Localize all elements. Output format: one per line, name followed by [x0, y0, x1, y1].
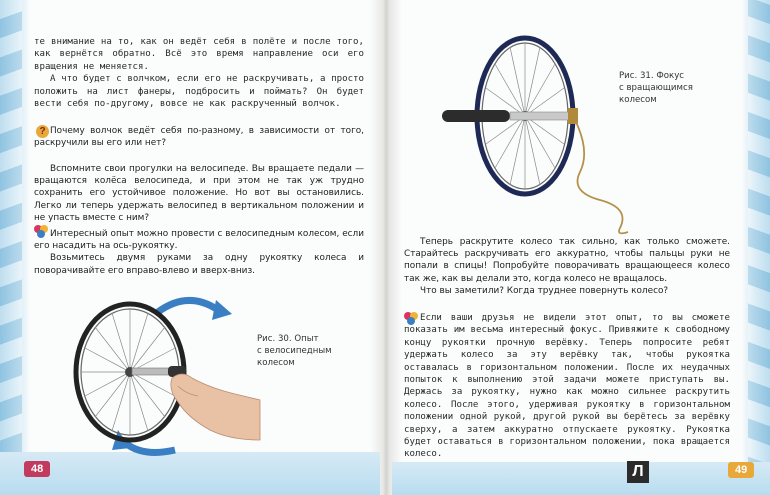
experiment-block	[34, 228, 364, 277]
paragraph-bicycle: Вспомните свои прогулки на велосипеде. Вы вращаете педали — вращаются колёса велосипеда, и при этом не так уж трудно сохранить его устойчивое положение. Но вот вы остановились. Легко ли теперь удержать велосипед в вертикальном положении и не упасть вместе с ним?	[34, 164, 364, 223]
axle-handle-icon	[442, 108, 578, 124]
right-decorative-edge	[748, 0, 770, 495]
fig30-caption-line-1: Рис. 30. Опыт	[257, 334, 319, 344]
fig31-caption-line-1: Рис. 31. Фокус	[619, 71, 685, 81]
fig30-caption-line-2: с велосипедным	[257, 346, 332, 356]
paragraph-experiment: Интересный опыт можно провести с велосипедным колесом, если его насадить на ось-рукоятку.	[34, 229, 364, 252]
fig30-caption-line-3: колесом	[257, 358, 295, 368]
rotation-arrow-top-icon	[158, 300, 232, 320]
question-icon: ?	[36, 125, 49, 138]
paragraph-what-noticed: Что вы заметили? Когда труднее повернуть колесо?	[420, 285, 669, 296]
figure-31-caption	[619, 70, 734, 106]
rope-icon	[576, 122, 628, 233]
right-bottom-band	[392, 462, 770, 495]
left-decorative-edge	[0, 0, 22, 495]
watermark-logo: Л	[627, 461, 649, 483]
paragraph-rotate: Возьмитесь двумя руками за одну рукоятку колеса и поворачивайте его вправо-влево и вверх-вниз.	[34, 253, 364, 276]
paragraph-flight: те внимание на то, как он ведёт себя в полёте и после того, как вернётся обратно. Всё это время направление оси его вращения не меняется.	[34, 37, 364, 72]
right-text-block-2	[404, 312, 730, 461]
paragraph-trick: Если ваши друзья не видели этот опыт, то вы сможете показать им весьма интересный фокус. Привяжите к свободному концу рукоятки прочную верёвку. Теперь попросите ребят удержать колесо за эту верёвку так, чтобы рукоятка оставалась в горизонтальном положении. После их неудачных попыток к выполнению этой задачи можете приступать вы. Держась за рукоятку, нужно как можно сильнее раскрутить колесо. После этого, удерживая рукоятку в горизонтальном положении одной рукой, другой рукой вы берётесь за верёвку сверху, а затем аккуратно отпускаете рукоятку. Рукоятка будет оставаться в горизонтальном положении, пока вращается колесо.	[404, 313, 730, 460]
question-text: Почему волчок ведёт себя по-разному, в зависимости от того, раскручили вы его или нет?	[34, 126, 364, 149]
figure-30-caption	[257, 333, 367, 369]
hand-icon	[171, 374, 260, 440]
figure-30-wheel-hand	[60, 290, 270, 465]
left-text-block-1	[34, 36, 364, 110]
figure-31-wheel-rope	[430, 32, 670, 237]
fig31-caption-line-3: колесом	[619, 95, 657, 105]
paragraph-top-not-spun: А что будет с волчком, если его не раскручивать, а просто положить на лист фанеры, подбросить и поймать? Он будет вести себя по-другому, вовсе не как раскрученный волчок.	[34, 74, 364, 110]
page-number-right: 49	[728, 462, 754, 478]
page-number-left: 48	[24, 461, 50, 477]
paragraph-spin-wheel: Теперь раскрутите колесо так сильно, как только сможете. Старайтесь раскручивать его аккуратно, чтобы пальцы руки не попали в спицы! Попробуйте поворачивать вращающееся колесо так же, как вы делали это, когда колесо не вращалось.	[404, 237, 730, 284]
question-block	[34, 125, 364, 149]
bicycle-block	[34, 163, 364, 224]
right-text-block-1	[404, 236, 730, 297]
fig31-caption-line-2: с вращающимся	[619, 83, 693, 93]
